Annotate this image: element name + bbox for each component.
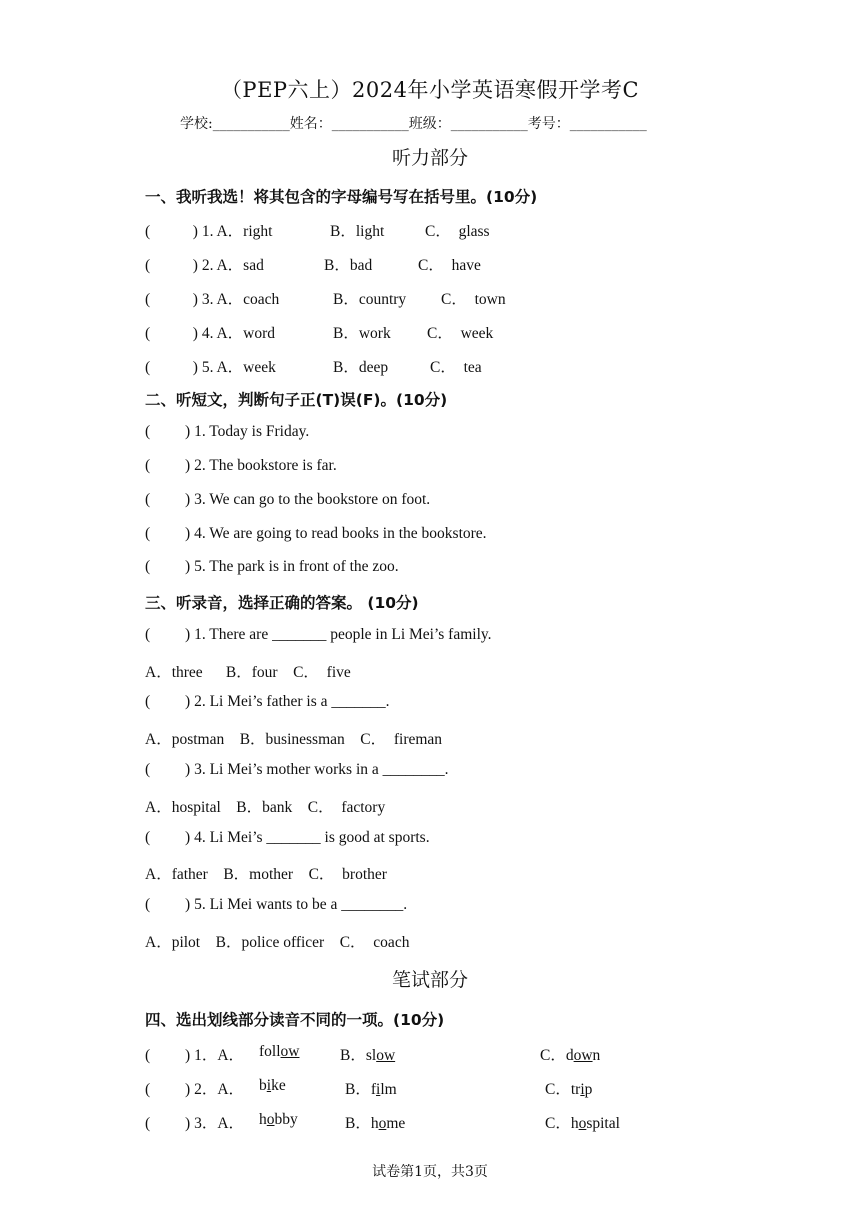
part2-heading: 二、听短文，判断句子正(T)误(F)。(10分) bbox=[145, 391, 448, 409]
part3-question: ( ) 2. Li Mei’s father is a _______. bbox=[145, 693, 390, 710]
part3-question: ( ) 3. Li Mei’s mother works in a ________. bbox=[145, 761, 449, 778]
part3-options: A．three B．four C． five bbox=[145, 664, 351, 681]
part4-option-a-word: follow bbox=[259, 1043, 300, 1060]
page-footer: 试卷第1页，共3页 bbox=[372, 1164, 488, 1180]
part1-option-b: B．light bbox=[330, 223, 385, 240]
part3-question: ( ) 4. Li Mei’s _______ is good at sports. bbox=[145, 829, 430, 846]
part1-item-question: ( ) 1. A．right bbox=[145, 223, 273, 240]
part3-options: A．father B．mother C． brother bbox=[145, 866, 387, 883]
part2-item: ( ) 1. Today is Friday. bbox=[145, 423, 310, 440]
part3-question: ( ) 5. Li Mei wants to be a ________. bbox=[145, 896, 408, 913]
part4-question-number: ( ) 3．A． bbox=[145, 1115, 245, 1132]
part4-heading: 四、选出划线部分读音不同的一项。(10分) bbox=[145, 1011, 445, 1029]
part3-question: ( ) 1. There are _______ people in Li Mei’s family. bbox=[145, 626, 492, 643]
part4-option-b-word: B．slow bbox=[340, 1047, 396, 1064]
part4-question-number: ( ) 1．A． bbox=[145, 1047, 245, 1064]
part3-options: A．hospital B．bank C． factory bbox=[145, 799, 386, 816]
part4-option-c-word: C．hospital bbox=[545, 1115, 620, 1132]
listening-section-title: 听力部分 bbox=[391, 147, 468, 169]
part4-option-c-word: C．trip bbox=[545, 1081, 593, 1098]
part2-item: ( ) 4. We are going to read books in the bookstore. bbox=[145, 525, 487, 542]
part1-option-b: B．work bbox=[333, 325, 391, 342]
part1-option-c: C． week bbox=[427, 325, 494, 342]
student-info-line: 学校:___________姓名：___________班级：___________考号：___________ bbox=[180, 116, 647, 132]
part1-option-b: B．bad bbox=[324, 257, 373, 274]
part3-options: A．postman B．businessman C． fireman bbox=[145, 731, 443, 748]
writing-section-title: 笔试部分 bbox=[391, 969, 468, 991]
part4-option-b-word: B．film bbox=[345, 1081, 397, 1098]
part4-option-a-word: bike bbox=[259, 1077, 286, 1094]
part2-item: ( ) 2. The bookstore is far. bbox=[145, 457, 337, 474]
part3-options: A．pilot B．police officer C． coach bbox=[145, 934, 410, 951]
part1-heading: 一、我听我选！将其包含的字母编号写在括号里。(10分) bbox=[145, 188, 538, 206]
part1-item-question: ( ) 5. A．week bbox=[145, 359, 276, 376]
exam-title: （PEP六上）2024年小学英语寒假开学考C bbox=[220, 78, 640, 102]
part4-question-number: ( ) 2．A． bbox=[145, 1081, 245, 1098]
part1-item-question: ( ) 3. A．coach bbox=[145, 291, 280, 308]
part3-heading: 三、听录音，选择正确的答案。 (10分) bbox=[145, 594, 419, 612]
part2-item: ( ) 3. We can go to the bookstore on foot. bbox=[145, 491, 431, 508]
part4-option-c-word: C．down bbox=[540, 1047, 601, 1064]
part4-option-b-word: B．home bbox=[345, 1115, 406, 1132]
part2-item: ( ) 5. The park is in front of the zoo. bbox=[145, 558, 399, 575]
part1-item-question: ( ) 2. A．sad bbox=[145, 257, 264, 274]
part1-option-b: B．deep bbox=[333, 359, 389, 376]
part1-option-c: C． glass bbox=[425, 223, 490, 240]
part1-option-c: C． have bbox=[418, 257, 481, 274]
part1-item-question: ( ) 4. A．word bbox=[145, 325, 276, 342]
part1-option-b: B．country bbox=[333, 291, 407, 308]
part1-option-c: C． tea bbox=[430, 359, 482, 376]
part1-option-c: C． town bbox=[441, 291, 506, 308]
part4-option-a-word: hobby bbox=[259, 1111, 298, 1128]
